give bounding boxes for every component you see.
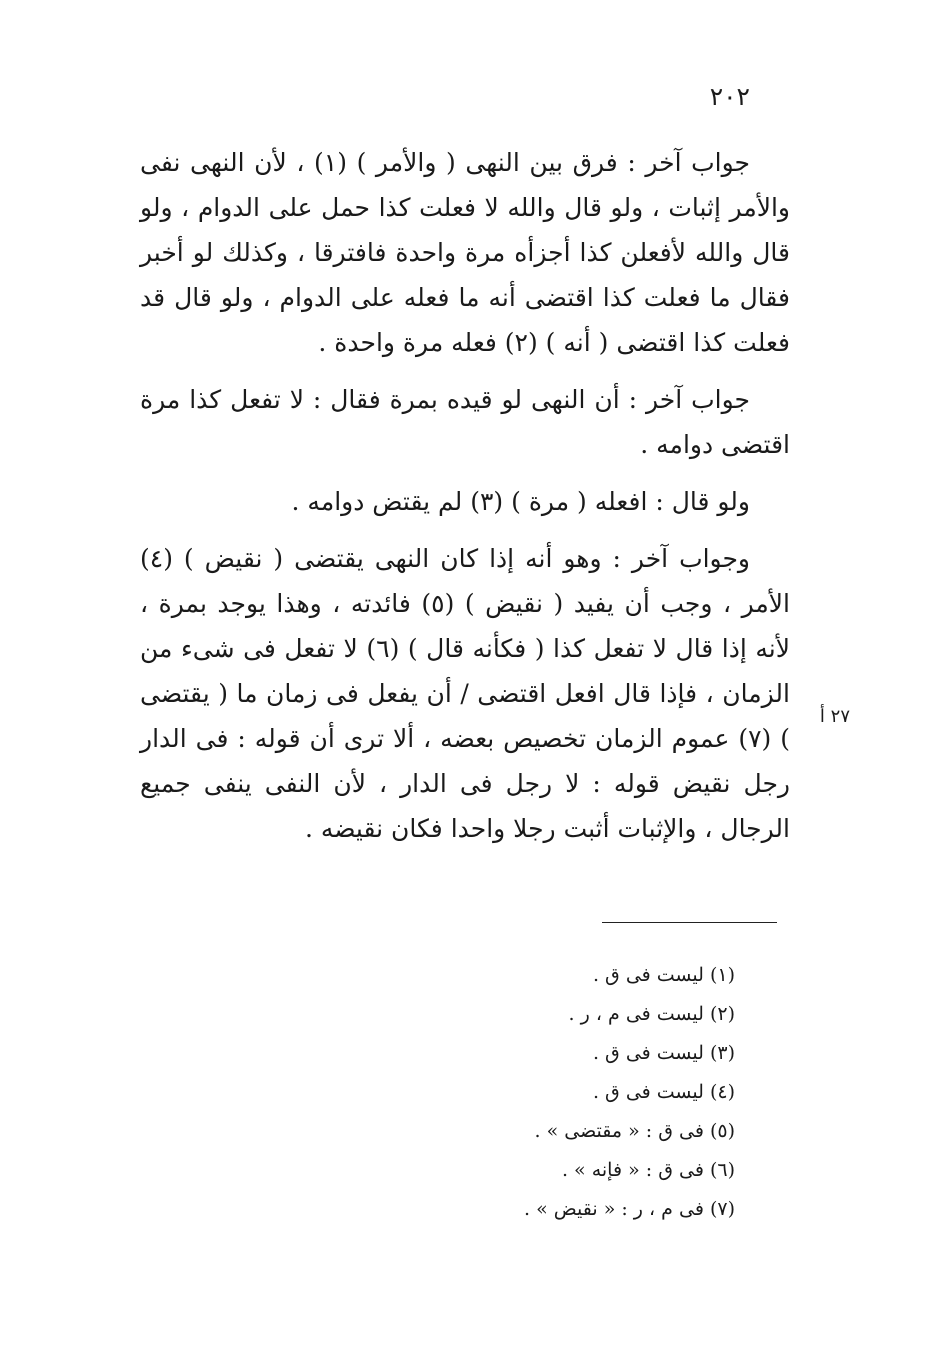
footnotes-list	[235, 956, 735, 1229]
page-number: ٢٠٢	[709, 82, 750, 111]
footnote: (٥) فى ق : « مقتضى » .	[534, 1120, 735, 1142]
paragraph: ولو قال : افعله ( مرة ) (٣) لم يقتض دوامه .	[291, 487, 750, 516]
paragraph: وجواب آخر : وهو أنه إذا كان النهى يقتضى ( نقيض ) (٤) الأمر ، وجب أن يفيد ( نقيض ) (٥) فائدته ، وهذا يوجد بمرة ، لأنه إذا قال لا تفعل كذا ( فكأنه قال ) (٦) لا تفعل فى شىء من الزمان ، فإذا قال افعل اقتضى / أن يفعل فى زمان ما ( يقتضى ) (٧) عموم الزمان تخصيص بعضه ، ألا ترى أن قوله : فى الدار رجل نقيض قوله : لا رجل فى الدار ، لأن النفى ينفى جميع الرجال ، والإثبات أثبت رجلا واحدا فكان نقيضه .	[140, 544, 791, 843]
margin-folio-note: ٢٧ أ	[819, 706, 850, 727]
footnote: (٤) ليست فى ق .	[592, 1081, 735, 1103]
main-text	[140, 140, 790, 863]
footnote: (٧) فى م ، ر : « نقيض » .	[524, 1198, 735, 1220]
footnote: (٢) ليست فى م ، ر .	[568, 1003, 735, 1025]
paragraph: جواب آخر : فرق بين النهى ( والأمر ) (١) ، لأن النهى نفى والأمر إثبات ، ولو قال والله لا فعلت كذا حمل على الدوام ، ولو قال والله لأفعلن كذا أجزأه مرة واحدة فافترقا ، وكذلك لو أخبر فقال ما فعلت كذا اقتضى أنه ما فعله على الدوام ، ولو قال قد فعلت كذا اقتضى ( أنه ) (٢) فعله مرة واحدة .	[140, 148, 790, 357]
paragraph: جواب آخر : أن النهى لو قيده بمرة فقال : لا تفعل كذا مرة اقتضى دوامه .	[140, 385, 790, 459]
footnote: (٣) ليست فى ق .	[592, 1042, 735, 1064]
footnote: (١) ليست فى ق .	[592, 964, 735, 986]
footnote: (٦) فى ق : « فإنه » .	[561, 1159, 735, 1181]
footnote-divider	[602, 922, 777, 923]
